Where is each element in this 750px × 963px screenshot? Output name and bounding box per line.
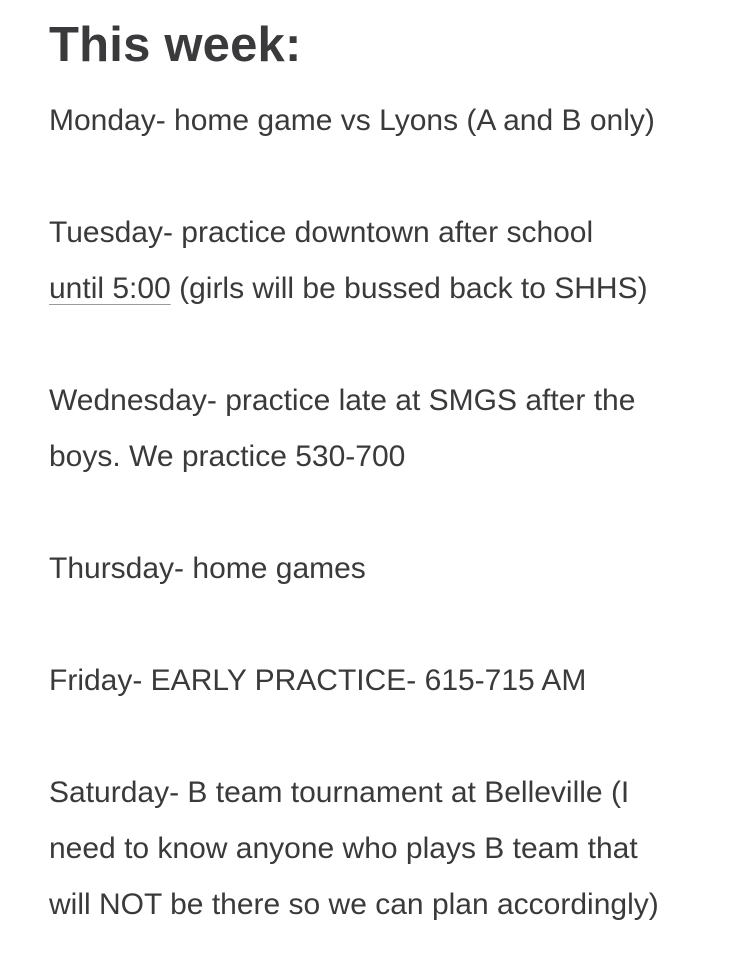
monday-entry [49,93,729,149]
tuesday-line-1: Tuesday- practice downtown after school [49,216,594,249]
saturday-line-3: will NOT be there so we can plan accordingly) [49,888,659,921]
thursday-line-1: Thursday- home games [49,552,366,585]
time-link[interactable]: until 5:00 [49,272,171,305]
tuesday-entry [49,205,729,317]
wednesday-entry [49,373,729,485]
thursday-entry [49,541,729,597]
friday-entry [49,653,729,709]
page-title: This week: [49,18,302,72]
friday-line-1: Friday- EARLY PRACTICE- 615-715 AM [49,664,587,697]
monday-line-1: Monday- home game vs Lyons (A and B only) [49,104,655,137]
wednesday-line-1: Wednesday- practice late at SMGS after the [49,384,636,417]
wednesday-line-2: boys. We practice 530-700 [49,440,406,473]
saturday-entry [49,765,729,933]
schedule-note [49,14,729,933]
saturday-line-1: Saturday- B team tournament at Belleville (I [49,776,630,809]
saturday-line-2: need to know anyone who plays B team that [49,832,638,865]
tuesday-line-2 [49,261,729,317]
tuesday-line-2-rest: (girls will be bussed back to SHHS) [170,272,648,305]
